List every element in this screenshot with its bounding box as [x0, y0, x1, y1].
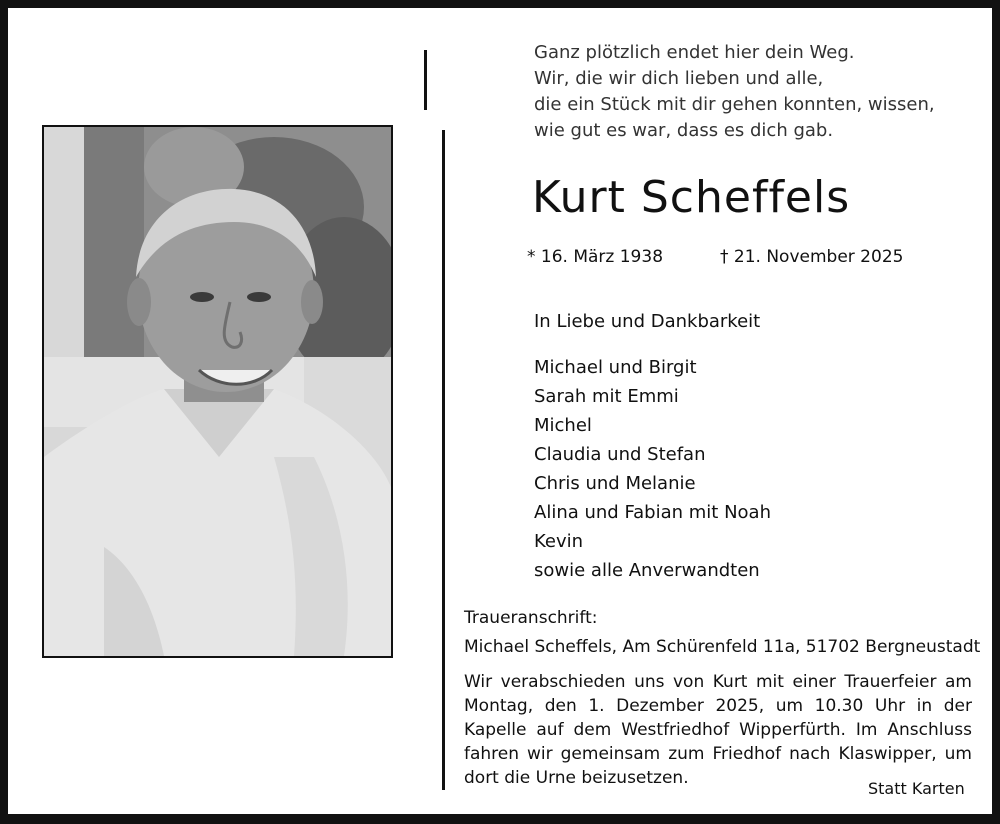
- life-dates: [527, 247, 904, 267]
- poem-line: Wir, die wir dich lieben und alle,: [534, 68, 824, 89]
- family-member: Alina und Fabian mit Noah: [534, 502, 771, 523]
- address-label: Traueranschrift:: [464, 608, 598, 628]
- poem-line: Ganz plötzlich endet hier dein Weg.: [534, 42, 855, 63]
- portrait-photo: [42, 125, 393, 658]
- family-member: Chris und Melanie: [534, 473, 696, 494]
- thanks-line: In Liebe und Dankbarkeit: [534, 311, 761, 332]
- birth-date: * 16. März 1938: [527, 247, 664, 267]
- family-member: Michael und Birgit: [534, 357, 697, 378]
- poem-line: wie gut es war, dass es dich gab.: [534, 120, 834, 141]
- closing-note: Statt Karten: [868, 779, 965, 798]
- poem-line: die ein Stück mit dir gehen konnten, wissen,: [534, 94, 935, 115]
- poem: [534, 40, 935, 144]
- family-member: sowie alle Anverwandten: [534, 560, 760, 581]
- death-date: † 21. November 2025: [720, 247, 904, 267]
- family-member: Michel: [534, 415, 592, 436]
- family-member: Kevin: [534, 531, 584, 552]
- family-member: Claudia und Stefan: [534, 444, 706, 465]
- divider-line-main: [442, 130, 445, 790]
- family-member: Sarah mit Emmi: [534, 386, 679, 407]
- family-list: [534, 353, 771, 585]
- address-value: Michael Scheffels, Am Schürenfeld 11a, 51702 Bergneustadt: [464, 637, 981, 657]
- divider-line-top: [424, 50, 427, 110]
- deceased-name: Kurt Scheffels: [532, 172, 851, 223]
- service-info: Wir verabschieden uns von Kurt mit einer Trauerfeier am Montag, den 1. Dezember 2025, um 10.30 Uhr in der Kapelle auf dem Westfriedhof Wipperfürth. Im Anschluss fahren wir gemeinsam zum Friedhof nach Klaswipper, um dort die Urne beizusetzen.: [464, 672, 972, 788]
